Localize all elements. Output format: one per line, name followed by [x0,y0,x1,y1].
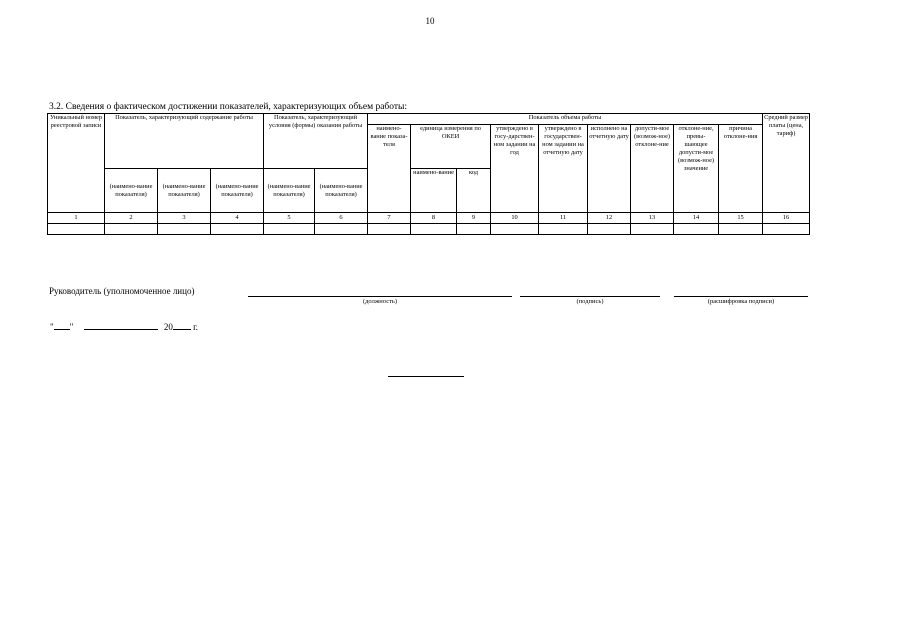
column-number: 9 [457,213,491,224]
column-number: 14 [674,213,719,224]
sub-header-content-1: (наимено-вание показателя) [105,169,158,213]
column-number: 5 [264,213,315,224]
header-fulfilled: исполнено на отчетную дату [588,125,631,213]
empty-cell[interactable] [763,224,810,235]
empty-cell[interactable] [674,224,719,235]
section-title: 3.2. Сведения о фактическом достижении показателей, характеризующих объем работы: [49,102,408,112]
year-suffix: г. [193,322,199,332]
sub-header-conditions-1: (наимено-вание показателя) [264,169,315,213]
empty-cell[interactable] [315,224,368,235]
empty-cell[interactable] [411,224,457,235]
header-deviation-reason: причина отклоне-ния [719,125,763,213]
column-number: 10 [491,213,539,224]
signature-caption: (подпись) [576,298,604,305]
header-average-fee: Средний размер платы (цена, тариф) [763,114,810,213]
header-approved-year: утверждено в госу-дарствен-ном задании на год [491,125,539,213]
header-registry-number: Уникальный номер реестровой записи [48,114,105,213]
table-row [48,224,810,235]
column-number: 8 [411,213,457,224]
date-close-quote: " [69,322,74,332]
empty-cell[interactable] [719,224,763,235]
column-number: 6 [315,213,368,224]
column-number: 16 [763,213,810,224]
header-content-indicator: Показатель, характеризующий содержание работы [105,114,264,169]
column-number: 2 [105,213,158,224]
empty-cell[interactable] [491,224,539,235]
column-number: 11 [539,213,588,224]
footnote-separator [388,376,464,377]
column-number: 12 [588,213,631,224]
empty-cell[interactable] [264,224,315,235]
empty-cell[interactable] [211,224,264,235]
empty-cell[interactable] [588,224,631,235]
page-number: 10 [425,16,435,26]
sub-header-content-3: (наимено-вание показателя) [211,169,264,213]
empty-cell[interactable] [368,224,411,235]
year-blank[interactable] [173,321,191,330]
position-caption: (должность) [362,298,398,305]
month-blank[interactable] [84,321,158,330]
sub-header-conditions-2: (наимено-вание показателя) [315,169,368,213]
work-volume-table [47,113,810,235]
header-approved-date: утверждено в государствен-ном задании на отчетную дату [539,125,588,213]
empty-cell[interactable] [105,224,158,235]
column-number: 7 [368,213,411,224]
header-allowed-deviation: допусти-мое (возмож-ное) отклоне-ние [631,125,674,213]
header-indicator-name: наимено-вание показа-теля [368,125,411,213]
year-prefix: 20 [163,322,173,332]
transcript-line[interactable] [674,296,808,297]
empty-cell[interactable] [48,224,105,235]
header-unit-okei: единица измерения по ОКЕИ [411,125,491,169]
date-open-quote: " [50,322,54,332]
transcript-caption: (расшифровка подписи) [707,298,775,305]
sub-header-unit-name: наимено-вание [411,169,457,213]
header-conditions-indicator: Показатель, характеризующий условия (формы) оказания работы [264,114,368,169]
sub-header-unit-code: код [457,169,491,213]
date-line [50,321,198,332]
header-volume-indicator: Показатель объема работы [368,114,763,125]
signature-line[interactable] [520,296,660,297]
signer-label: Руководитель (уполномоченное лицо) [49,286,195,296]
sub-header-content-2: (наимено-вание показателя) [158,169,211,213]
column-number: 4 [211,213,264,224]
header-exceeding-deviation: отклоне-ние, превы-шающее допусти-мое (возмож-ное) значение [674,125,719,213]
column-number: 3 [158,213,211,224]
empty-cell[interactable] [631,224,674,235]
day-blank[interactable] [54,321,70,330]
column-number: 13 [631,213,674,224]
position-line[interactable] [248,296,512,297]
empty-cell[interactable] [457,224,491,235]
empty-cell[interactable] [539,224,588,235]
column-number: 15 [719,213,763,224]
empty-cell[interactable] [158,224,211,235]
column-number: 1 [48,213,105,224]
